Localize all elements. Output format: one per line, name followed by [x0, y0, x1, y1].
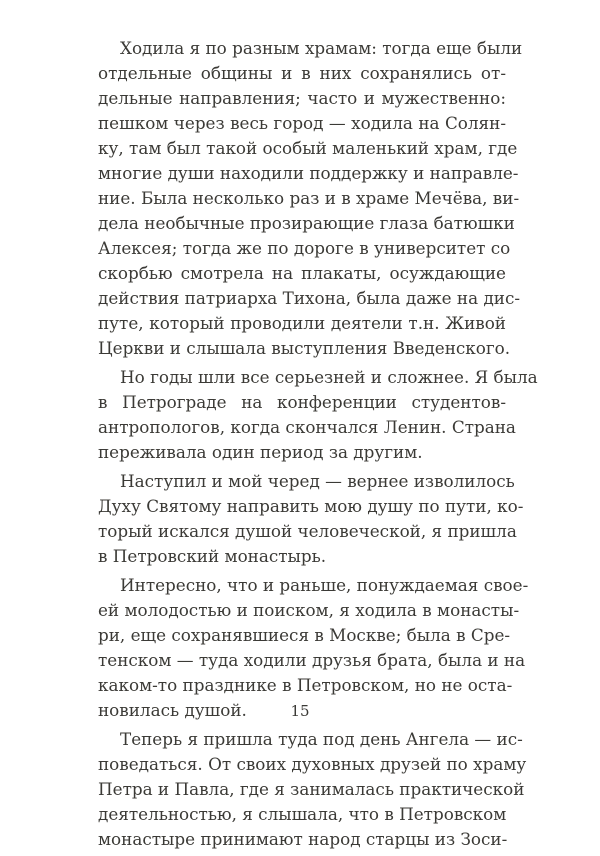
page-number: 15: [290, 702, 310, 720]
text-line: ние. Была несколько раз и в храме Мечёва, ви-: [98, 188, 520, 208]
text-line: Ходила я по разным храмам: тогда еще были: [120, 38, 523, 58]
text-line: монастыре принимают народ старцы из Зоси-: [98, 829, 508, 849]
text-line: в Петровский монастырь.: [98, 546, 327, 566]
text-line: Наступил и мой черед — вернее изволилось: [120, 471, 515, 491]
paragraph-1: [98, 36, 523, 361]
text-line: дела необычные прозирающие глаза батюшки: [98, 213, 515, 233]
text-line: торый искался душой человеческой, я пришла: [98, 521, 517, 541]
text-line: поведаться. От своих духовных друзей по храму: [98, 754, 527, 774]
paragraph-5: [98, 727, 527, 852]
text-line: многие души находили поддержку и направле-: [98, 163, 519, 183]
text-line: деятельностью, я слышала, что в Петровском: [98, 804, 507, 824]
paragraph-4: [98, 573, 529, 723]
text-line: Но годы шли все серьезней и сложнее. Я была: [120, 367, 538, 387]
text-line: Духу Святому направить мою душу по пути, ко-: [98, 496, 524, 516]
text-line: дельные направления; часто и мужественно:: [98, 88, 506, 108]
text-line: Теперь я пришла туда под день Ангела — ис-: [120, 729, 523, 749]
text-line: Церкви и слышала выступления Введенского.: [98, 338, 511, 358]
text-line: ку, там был такой особый маленький храм, где: [98, 138, 518, 158]
paragraph-3: [98, 469, 524, 569]
text-line: действия патриарха Тихона, была даже на дис-: [98, 288, 521, 308]
text-line: переживала один период за другим.: [98, 442, 423, 462]
text-line: Петра и Павла, где я занималась практической: [98, 779, 525, 799]
text-line: пешком через весь город — ходила на Солян-: [98, 113, 506, 133]
text-line: отдельные общины и в них сохранялись от-: [98, 63, 506, 83]
text-line: каком-то празднике в Петровском, но не оста-: [98, 675, 513, 695]
text-line: Интересно, что и раньше, понуждаемая свое-: [120, 575, 529, 595]
text-line: антропологов, когда скончался Ленин. Страна: [98, 417, 516, 437]
text-line: скорбью смотрела на плакаты, осуждающие: [98, 263, 506, 283]
text-line: путе, который проводили деятели т.н. Живой: [98, 313, 506, 333]
text-line: в Петрограде на конференции студентов-: [98, 392, 506, 412]
paragraph-2: [98, 365, 538, 465]
text-line: тенском — туда ходили друзья брата, была и на: [98, 650, 526, 670]
text-line: ей молодостью и поиском, я ходила в монасты-: [98, 600, 520, 620]
text-line: Алексея; тогда же по дороге в университет со: [98, 238, 511, 258]
text-line: ри, еще сохранявшиеся в Москве; была в Сре-: [98, 625, 511, 645]
text-line: новилась душой.: [98, 700, 247, 720]
body-text: [98, 36, 538, 856]
